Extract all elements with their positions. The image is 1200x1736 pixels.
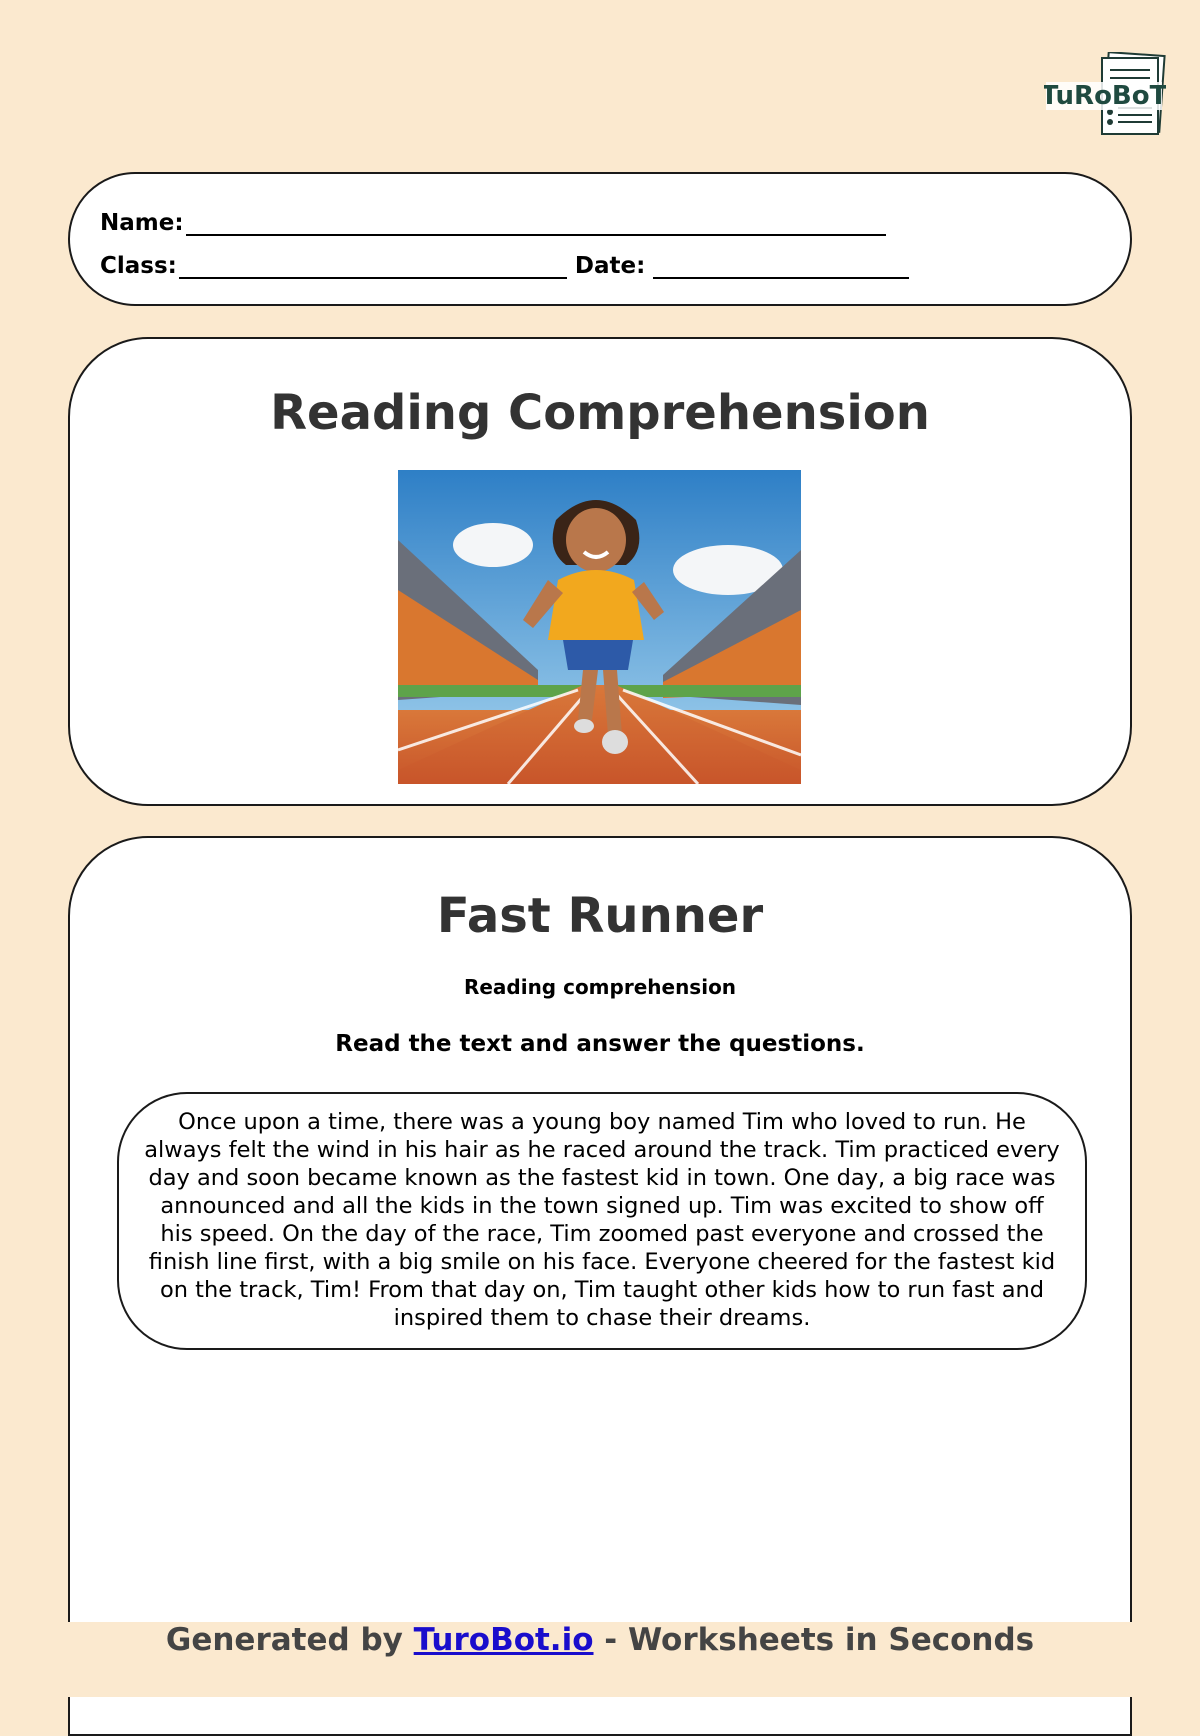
logo-text: TuRoBoT [1044, 81, 1166, 111]
story-instruction: Read the text and answer the questions. [335, 1031, 865, 1057]
date-label: Date: [574, 253, 646, 279]
story-box [68, 836, 1132, 1736]
date-field-line[interactable] [653, 257, 909, 279]
cover-box [68, 337, 1132, 806]
student-info-box [68, 172, 1132, 306]
story-passage: Once upon a time, there was a young boy named Tim who loved to run. He always felt the wind in his hair as he raced around the track. Tim practiced every day and soon became known as the fastest kid in town. One day, a big race was announced and all the kids in the town signed up. Tim was excited to show off his speed. On the day of the race, Tim zoomed past everyone and crossed the finish line first, with a big smile on his face. Everyone cheered for the fastest kid on the track, Tim! From that day on, Tim taught other kids how to run fast and inspired them to chase their dreams. [117, 1092, 1087, 1350]
turobot-link[interactable]: TuroBot.io [413, 1622, 594, 1658]
name-label: Name: [100, 210, 184, 236]
name-field-line[interactable] [186, 214, 886, 236]
footer-prefix: Generated by [165, 1622, 414, 1658]
class-field-line[interactable] [179, 257, 567, 279]
footer-suffix: - Worksheets in Seconds [593, 1622, 1035, 1658]
class-label: Class: [100, 253, 177, 279]
boy-running-illustration [398, 470, 801, 784]
story-subtitle: Reading comprehension [463, 975, 737, 999]
story-title: Fast Runner [436, 888, 764, 944]
worksheet-title: Reading Comprehension [270, 385, 930, 441]
footer [0, 1622, 1200, 1697]
turobot-logo [1044, 52, 1166, 138]
